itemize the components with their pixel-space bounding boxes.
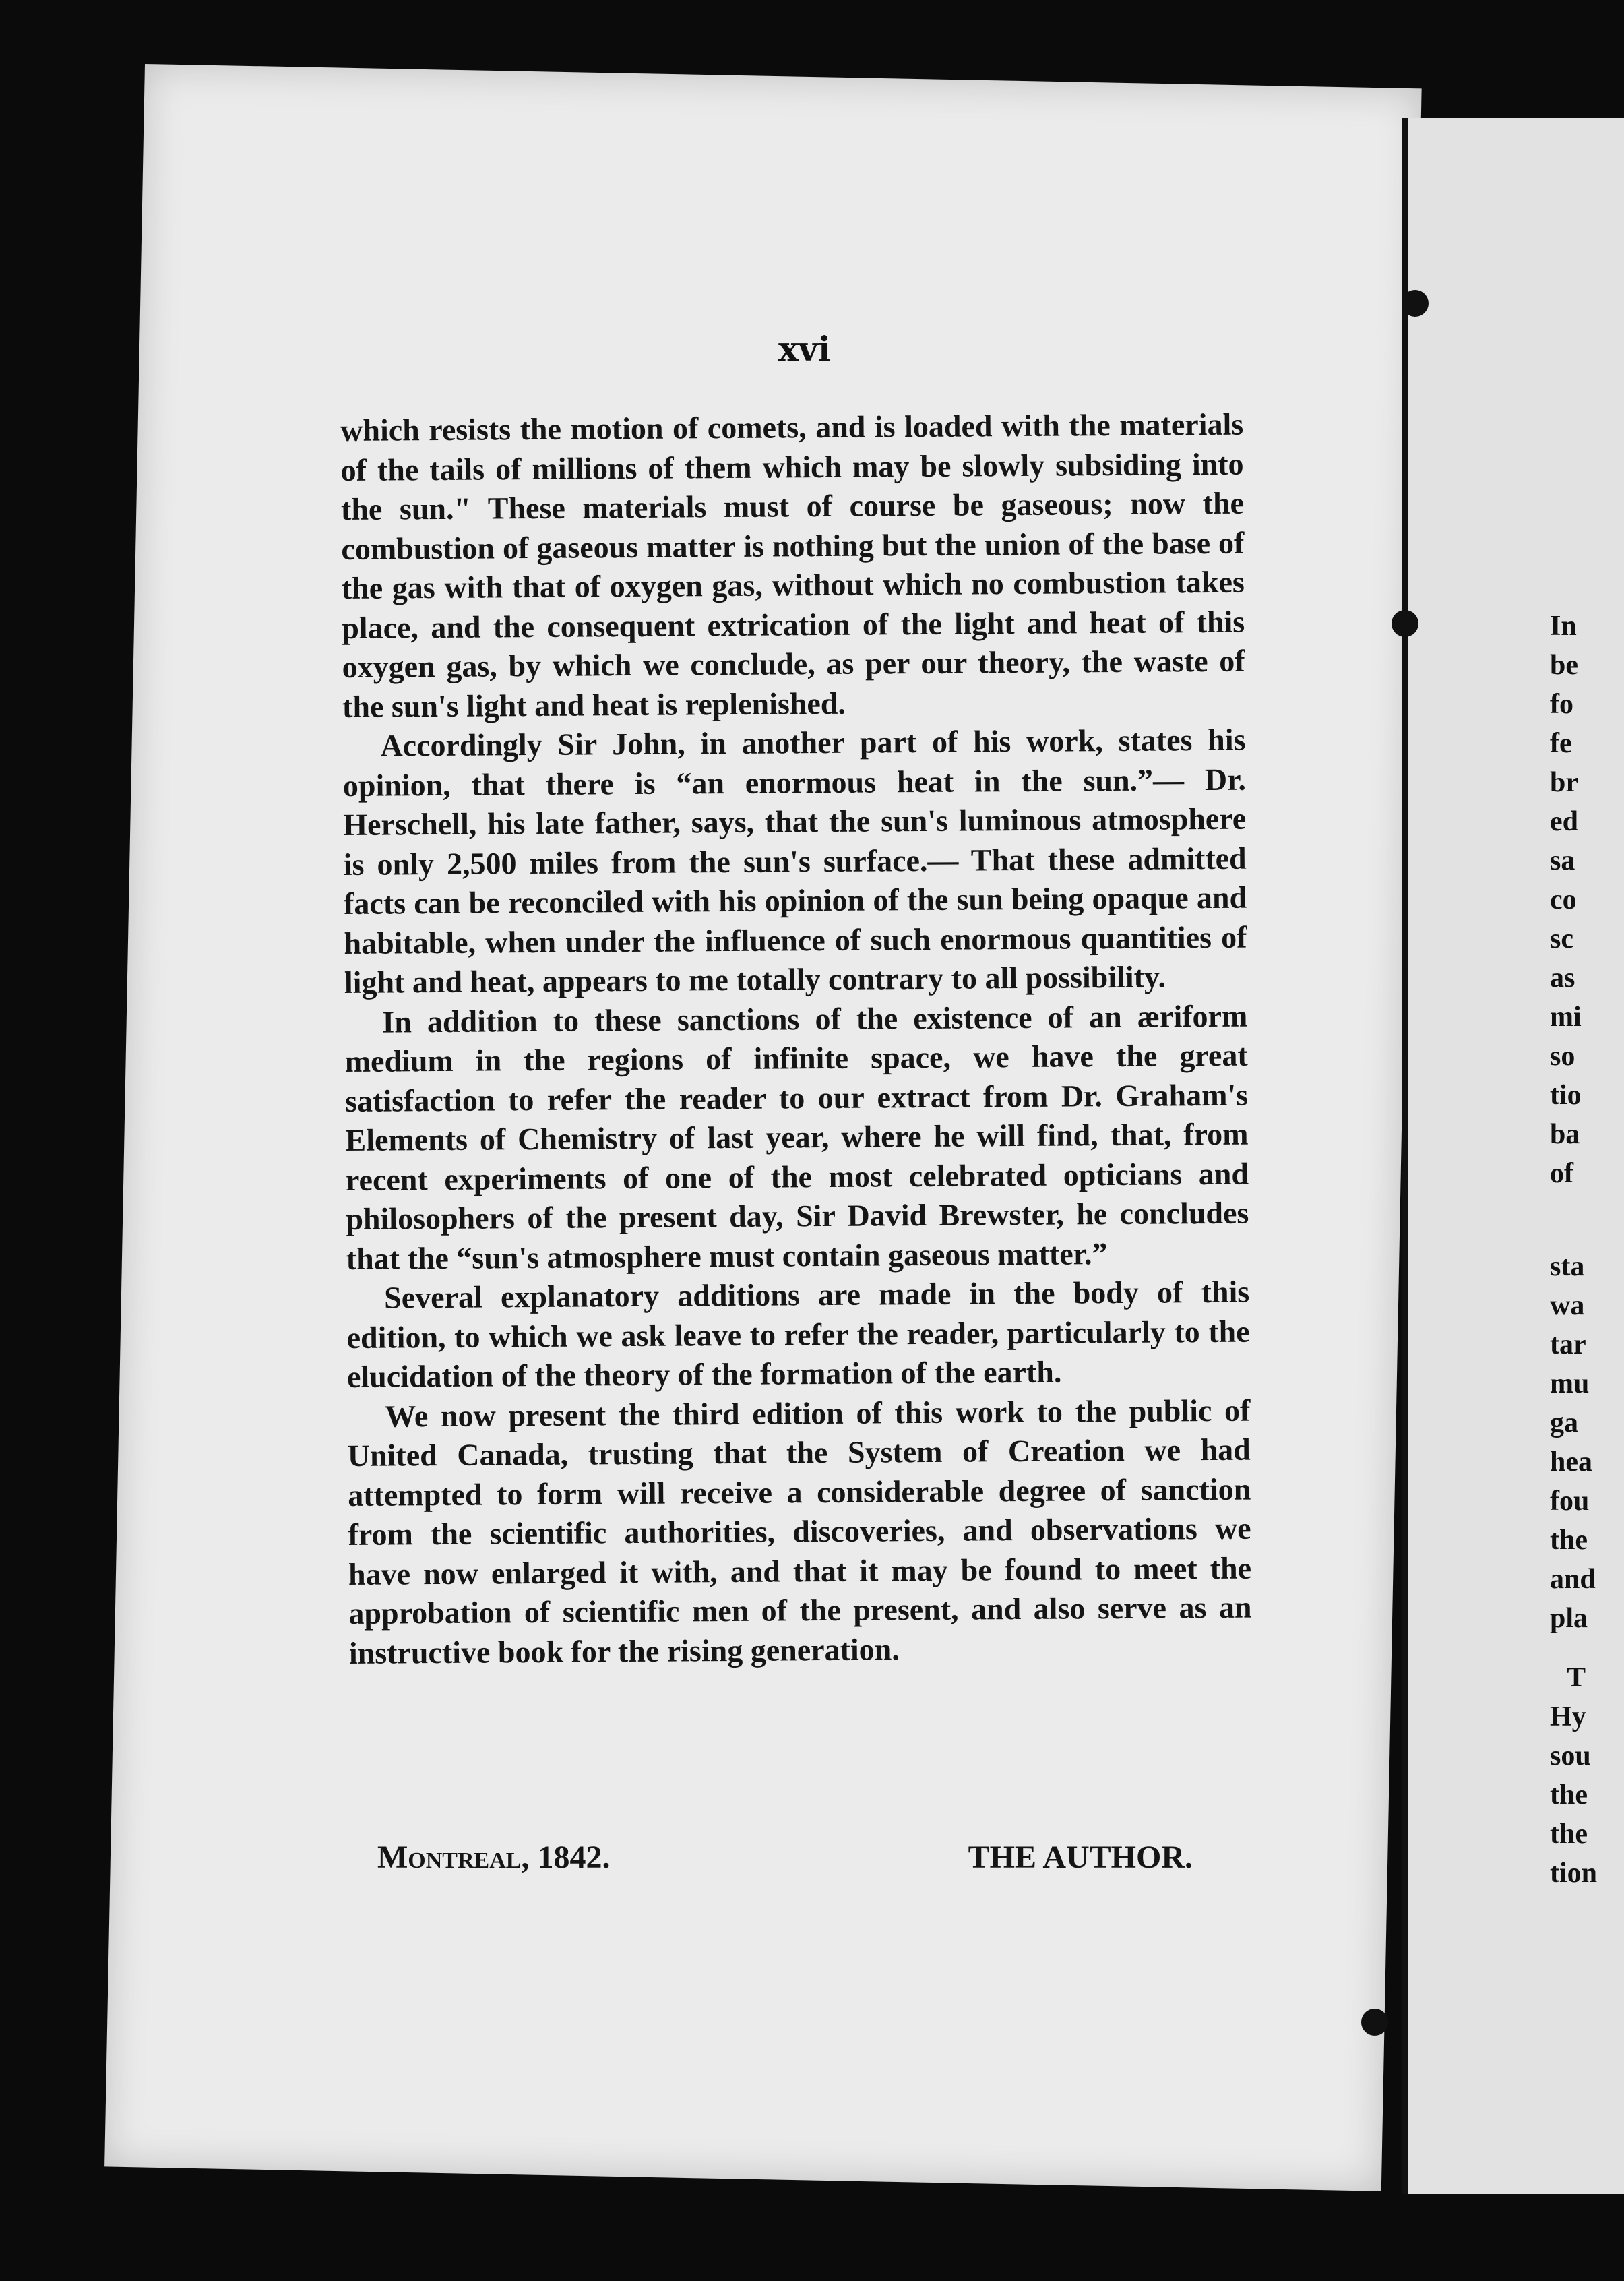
signature-place: Montreal, 1842. <box>377 1839 611 1875</box>
signature-author: THE AUTHOR. <box>968 1839 1193 1875</box>
right-page-fragment: tion <box>1550 1858 1598 1889</box>
right-page-fragment: fo <box>1550 689 1573 720</box>
right-page-fragment: T <box>1567 1662 1586 1693</box>
right-page-fragment: fou <box>1550 1486 1590 1517</box>
right-page-fragment: be <box>1550 650 1578 681</box>
right-page-fragment: sc <box>1550 923 1573 954</box>
paragraph-1: which resists the motion of comets, and is loaded with the materials of the tails of millions of them which may be slowly subsiding into the sun." These materials must of course be gaseous; now the combustion of gaseous matter is nothing but the union of the base of the gas with that of oxygen gas, without which no combustion takes place, and the consequent extrication of the light and heat of this oxygen gas, by which we conclude, as per our theory, the waste of the sun's light and heat is replenished. <box>340 406 1245 724</box>
right-page-fragment: ba <box>1550 1119 1580 1150</box>
right-page-fragment: fe <box>1550 728 1572 759</box>
paragraph-3: In addition to these sanctions of the existence of an æriform medium in the regions of infinite space, we have the great satisfaction to refer the reader to our extract from Dr. Graham's Elements of Chemistry of last year, where he will find, that, from recent experiments of one of the most celebrated opticians and philosophers of the present day, Sir David Brewster, he concludes that the “sun's atmosphere must contain gaseous matter.” <box>344 998 1249 1276</box>
paragraph-5: We now present the third edition of this work to the public of United Canada, trusting that the System of Creation we had attempted to form will receive a considerable degree of sanction from the scientific authorities, discoveries, and observations we have now enlarged it with, and that it may be found to meet the approbation of scientific men of the present, and also serve as an instructive book for the rising generation. <box>347 1393 1252 1670</box>
right-page-fragment: mi <box>1550 1002 1582 1033</box>
paragraph-2: Accordingly Sir John, in another part of his work, states his opinion, that there is “an enormous heat in the sun.”— Dr. Herschell, his late father, says, that the sun's luminous atmosphere is only 2,500 miles from the sun's surface.— That these admitted facts can be reconciled with his opinion of the sun being opaque and habitable, when under the influence of such enormous quantities of light and heat, appears to me totally contrary to all possibility. <box>342 722 1247 1000</box>
right-page-fragment: the <box>1550 1780 1588 1811</box>
binding-knot-bottom <box>1361 2009 1388 2036</box>
right-page-fragment: co <box>1550 884 1577 915</box>
right-page-fragment: mu <box>1550 1368 1590 1399</box>
paragraph-4: Several explanatory additions are made in the body of this edition, to which we ask leave to refer the reader, particularly to the elucidation of the theory of the formation of the earth. <box>346 1274 1250 1394</box>
right-page-fragment: ga <box>1550 1407 1578 1438</box>
right-page-fragment: of <box>1550 1158 1573 1189</box>
right-page-fragment: and <box>1550 1564 1596 1595</box>
right-page-fragment: tio <box>1550 1080 1582 1111</box>
right-page-fragment: sa <box>1550 845 1575 876</box>
right-page-fragment: sta <box>1550 1251 1585 1282</box>
right-page-fragment: tar <box>1550 1329 1586 1360</box>
right-page-fragment: br <box>1550 767 1578 798</box>
right-page-fragment: wa <box>1550 1290 1585 1321</box>
page-number: xvi <box>778 329 831 369</box>
right-page-fragment: pla <box>1550 1603 1588 1634</box>
binding-knot-top <box>1402 290 1429 317</box>
binding-knot-middle <box>1392 610 1418 637</box>
right-page-fragment: sou <box>1550 1740 1591 1771</box>
body-text <box>340 405 1252 1673</box>
right-page-fragment: the <box>1550 1819 1588 1850</box>
right-page-fragment: so <box>1550 1041 1575 1072</box>
right-page-fragment: as <box>1550 963 1575 994</box>
right-page-fragment: In <box>1550 611 1577 642</box>
right-page-fragment: hea <box>1550 1447 1592 1478</box>
signature-line <box>377 1839 1193 1876</box>
right-page-fragment: the <box>1550 1525 1588 1556</box>
right-page-fragment: Hy <box>1550 1701 1586 1732</box>
right-page-fragment: ed <box>1550 806 1578 837</box>
